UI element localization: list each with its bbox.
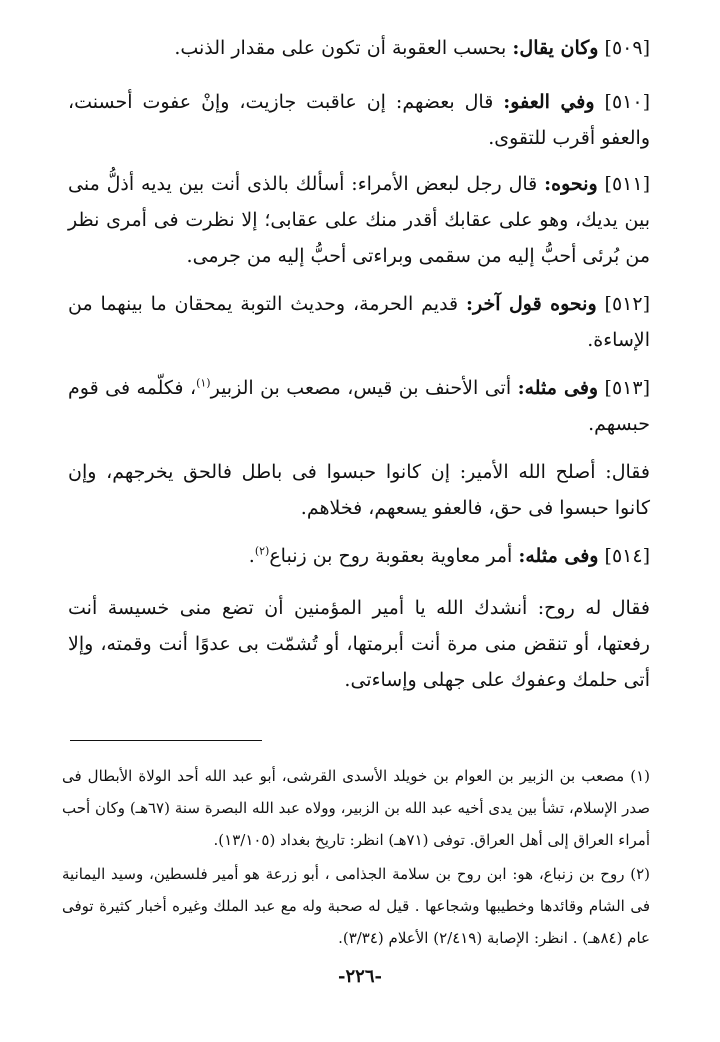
- item-heading: ونحوه قول آخر:: [466, 293, 597, 315]
- paragraph-reply-514: [68, 590, 650, 698]
- paragraph-510: [68, 84, 650, 156]
- item-text: قال رجل لبعض الأمراء: أسألك بالذى أنت بين يديه أذلُّ منى بين يديك، وهو على عقابك أقدر منك على عقابى؛ إلا نظرت فى أمرى نظر من بُرئى أحبُّ إليه من سقمى وبراءتى أحبُّ إليه من جرمى.: [68, 173, 650, 267]
- page-number: -٢٢٦-: [338, 966, 382, 987]
- item-text: قال بعضهم: إن عاقبت جازيت، وإنْ عفوت أحسنت، والعفو أقرب للتقوى.: [68, 91, 650, 149]
- item-text: أمر معاوية بعقوبة روح بن زنباع: [269, 545, 513, 567]
- footnote-1: (١) مصعب بن الزبير بن العوام بن خويلد الأسدى القرشى، أبو عبد الله أحد الولاة الأبطال فى صدر الإسلام، تشأ بين يدى أخيه عبد الله بن الزبير، وولاه عبد الله البصرة سنة (٦٧هـ) وكان أحب أمراء العراق إلى أهل العراق. توفى (٧١هـ) انظر: تاريخ بغداد (١٣/١٠٥).: [62, 767, 650, 849]
- item-number: [٥١٣]: [604, 377, 650, 399]
- item-heading: وكان يقال:: [512, 37, 599, 59]
- item-text-end: .: [248, 545, 255, 567]
- paragraph-reply-513: [68, 454, 650, 526]
- footnote-ref-1[interactable]: (١): [196, 376, 211, 390]
- footnote-divider: [70, 740, 262, 741]
- item-text: فقال: أصلح الله الأمير: إن كانوا حبسوا فى باطل فالحق يخرجهم، وإن كانوا حبسوا فى حق، فالعفو يسعهم، فخلاهم.: [68, 461, 650, 519]
- footnote-ref-2[interactable]: (٢): [254, 544, 270, 558]
- item-text: قديم الحرمة، وحديث التوبة يمحقان ما بينهما من الإساءة.: [68, 293, 650, 351]
- item-number: [٥١١]: [604, 173, 650, 195]
- item-text: بحسب العقوبة أن تكون على مقدار الذنب.: [174, 37, 507, 59]
- item-number: [٥١٢]: [604, 293, 650, 315]
- item-number: [٥١٠]: [604, 91, 651, 113]
- item-heading: وفى مثله:: [517, 377, 599, 399]
- paragraph-513: [68, 370, 650, 442]
- paragraph-511: [68, 166, 650, 274]
- item-text: أتى الأحنف بن قيس، مصعب بن الزبير: [210, 377, 512, 399]
- item-heading: ونحوه:: [544, 173, 598, 195]
- item-heading: وفى مثله:: [518, 545, 599, 567]
- item-heading: وفي العفو:: [503, 91, 595, 113]
- paragraph-509: [68, 30, 650, 66]
- item-text: فقال له روح: أنشدك الله يا أمير المؤمنين أن تضع منى خسيسة أنت رفعتها، أو تنقض منى مرة أنت أبرمتها، أو تُشمّت بى عدوًا أنت وقمته، وإلا أتى حلمك وعفوك على جهلى وإساءتى.: [68, 597, 650, 691]
- item-text-end: ، فكلّمه فى قوم حبسهم.: [68, 377, 650, 435]
- item-number: [٥١٤]: [604, 545, 650, 567]
- item-number: [٥٠٩]: [604, 37, 650, 59]
- paragraph-514: [68, 538, 650, 574]
- footnote-2: (٢) روح بن زنباع، هو: ابن روح بن سلامة الجذامى ، أبو زرعة هو أمير فلسطين، وسيد اليمانية فى الشام وقائدها وخطيبها وشجاعها . قيل له صحبة وله مع عبد الملك وغيره أخبار كثيرة توفى عام (٨٤هـ) . انظر: الإصابة (٢/٤١٩) الأعلام (٣/٣٤).: [62, 865, 650, 947]
- paragraph-512: [68, 286, 650, 358]
